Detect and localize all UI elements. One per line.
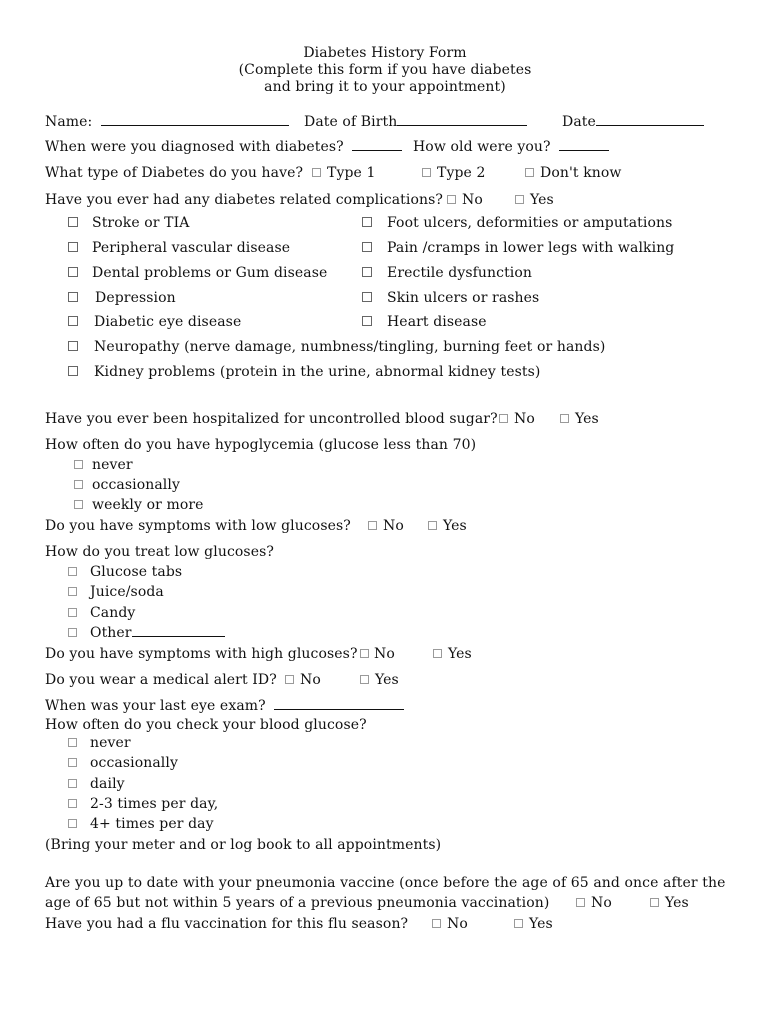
diabetes-type-question: What type of Diabetes do you have? [45, 165, 304, 181]
checkbox-icon[interactable] [68, 587, 77, 596]
checkbox-icon[interactable] [74, 480, 83, 489]
checkbox-icon[interactable] [285, 675, 294, 684]
checkbox-icon[interactable] [68, 819, 77, 828]
hypoglycemia-option[interactable]: occasionally [74, 476, 180, 494]
check-glucose-option[interactable]: 4+ times per day [68, 815, 214, 833]
medical-alert-question: Do you wear a medical alert ID? [45, 672, 277, 688]
checkbox-icon[interactable] [362, 217, 372, 227]
dob-label: Date of Birth [304, 114, 398, 130]
hypoglycemia-question: How often do you have hypoglycemia (glucose less than 70) [45, 437, 477, 453]
low-symptoms-yes[interactable]: Yes [428, 517, 467, 535]
hypoglycemia-option[interactable]: never [74, 456, 133, 474]
hospitalized-question: Have you ever been hospitalized for uncontrolled blood sugar? [45, 411, 498, 427]
low-symptoms-no[interactable]: No [368, 517, 404, 535]
checkbox-icon[interactable] [68, 242, 78, 252]
check-glucose-option[interactable]: never [68, 734, 131, 752]
eye-exam-row [45, 697, 404, 715]
type-option-dont-know[interactable]: Don't know [525, 164, 622, 182]
checkbox-icon[interactable] [432, 919, 441, 928]
complication-item[interactable]: Dental problems or Gum disease [68, 264, 327, 282]
checkbox-icon[interactable] [368, 521, 377, 530]
date-field[interactable] [596, 113, 704, 126]
hospitalized-yes[interactable]: Yes [560, 410, 599, 428]
meter-note: (Bring your meter and or log book to all appointments) [45, 837, 442, 853]
complication-item[interactable]: Peripheral vascular disease [68, 239, 290, 257]
medical-alert-yes[interactable]: Yes [360, 671, 399, 689]
complication-item[interactable]: Diabetic eye disease [68, 313, 241, 331]
complication-item[interactable]: Depression [68, 289, 176, 307]
high-symptoms-no[interactable]: No [360, 645, 395, 663]
type-option-2[interactable]: Type 2 [422, 164, 485, 182]
treat-low-option[interactable]: Glucose tabs [68, 563, 182, 581]
checkbox-icon[interactable] [499, 414, 508, 423]
age-question: How old were you? [413, 139, 551, 155]
checkbox-icon[interactable] [360, 649, 369, 658]
date-row [562, 113, 704, 131]
checkbox-icon[interactable] [422, 168, 431, 177]
other-field[interactable] [132, 624, 225, 637]
check-glucose-question: How often do you check your blood glucose? [45, 717, 367, 733]
complications-no[interactable]: No [447, 191, 483, 209]
type-option-1[interactable]: Type 1 [312, 164, 375, 182]
complication-item[interactable]: Stroke or TIA [68, 214, 189, 232]
low-symptoms-question: Do you have symptoms with low glucoses? [45, 518, 351, 534]
diagnosed-field[interactable] [352, 138, 402, 151]
treat-low-question: How do you treat low glucoses? [45, 544, 274, 560]
checkbox-icon[interactable] [68, 267, 78, 277]
flu-yes[interactable]: Yes [514, 915, 553, 933]
treat-low-option[interactable]: Juice/soda [68, 583, 164, 601]
pneumonia-yes[interactable]: Yes [650, 894, 689, 912]
checkbox-icon[interactable] [362, 267, 372, 277]
name-field[interactable] [101, 113, 289, 126]
checkbox-icon[interactable] [362, 292, 372, 302]
complications-question: Have you ever had any diabetes related complications? [45, 192, 444, 208]
complication-item[interactable]: Skin ulcers or rashes [362, 289, 539, 307]
complication-item[interactable]: Heart disease [362, 313, 487, 331]
checkbox-icon[interactable] [362, 316, 372, 326]
medical-alert-no[interactable]: No [285, 671, 321, 689]
check-glucose-option[interactable]: occasionally [68, 754, 178, 772]
checkbox-icon[interactable] [312, 168, 321, 177]
complication-item[interactable]: Kidney problems (protein in the urine, abnormal kidney tests) [68, 363, 540, 381]
name-label: Name: [45, 114, 93, 130]
complication-item[interactable]: Neuropathy (nerve damage, numbness/tingling, burning feet or hands) [68, 338, 605, 356]
checkbox-icon[interactable] [68, 217, 78, 227]
treat-low-option[interactable]: Candy [68, 604, 135, 622]
checkbox-icon[interactable] [433, 649, 442, 658]
checkbox-icon[interactable] [525, 168, 534, 177]
hospitalized-no[interactable]: No [499, 410, 535, 428]
flu-no[interactable]: No [432, 915, 468, 933]
complication-item[interactable]: Foot ulcers, deformities or amputations [362, 214, 672, 232]
dob-row [304, 113, 527, 131]
pneumonia-question-line1: Are you up to date with your pneumonia vaccine (once before the age of 65 and once after the [45, 875, 726, 891]
checkbox-icon[interactable] [68, 799, 77, 808]
check-glucose-option[interactable]: 2-3 times per day, [68, 795, 218, 813]
checkbox-icon[interactable] [362, 242, 372, 252]
date-label: Date [562, 114, 596, 130]
checkbox-icon[interactable] [68, 341, 78, 351]
checkbox-icon[interactable] [650, 898, 659, 907]
name-row [45, 113, 289, 131]
checkbox-icon[interactable] [68, 366, 78, 376]
checkbox-icon[interactable] [68, 779, 77, 788]
eye-exam-question: When was your last eye exam? [45, 698, 266, 714]
pneumonia-question-line2: age of 65 but not within 5 years of a previous pneumonia vaccination) [45, 895, 550, 911]
treat-low-option-other[interactable]: Other [68, 624, 225, 642]
dob-field[interactable] [397, 113, 527, 126]
check-glucose-option[interactable]: daily [68, 775, 125, 793]
diagnosed-question: When were you diagnosed with diabetes? [45, 139, 344, 155]
complication-item[interactable]: Erectile dysfunction [362, 264, 532, 282]
checkbox-icon[interactable] [560, 414, 569, 423]
form-subtitle-line2: and bring it to your appointment) [264, 79, 506, 95]
checkbox-icon[interactable] [68, 316, 78, 326]
checkbox-icon[interactable] [68, 628, 77, 637]
age-field[interactable] [559, 138, 609, 151]
checkbox-icon[interactable] [74, 460, 83, 469]
checkbox-icon[interactable] [68, 292, 78, 302]
high-symptoms-question: Do you have symptoms with high glucoses? [45, 646, 358, 662]
checkbox-icon[interactable] [428, 521, 437, 530]
checkbox-icon[interactable] [514, 919, 523, 928]
eye-exam-field[interactable] [274, 697, 404, 710]
checkbox-icon[interactable] [447, 195, 456, 204]
checkbox-icon[interactable] [68, 608, 77, 617]
checkbox-icon[interactable] [68, 758, 77, 767]
complication-item[interactable]: Pain /cramps in lower legs with walking [362, 239, 674, 257]
pneumonia-no[interactable]: No [576, 894, 612, 912]
form-subtitle-line1: (Complete this form if you have diabetes [238, 62, 532, 78]
checkbox-icon[interactable] [576, 898, 585, 907]
hypoglycemia-option[interactable]: weekly or more [74, 496, 204, 514]
checkbox-icon[interactable] [68, 567, 77, 576]
complications-yes[interactable]: Yes [515, 191, 554, 209]
checkbox-icon[interactable] [360, 675, 369, 684]
checkbox-icon[interactable] [515, 195, 524, 204]
checkbox-icon[interactable] [68, 738, 77, 747]
high-symptoms-yes[interactable]: Yes [433, 645, 472, 663]
checkbox-icon[interactable] [74, 500, 83, 509]
diagnosed-row [45, 138, 402, 156]
flu-question: Have you had a flu vaccination for this flu season? [45, 916, 409, 932]
form-title: Diabetes History Form [303, 45, 467, 61]
age-row [413, 138, 609, 156]
